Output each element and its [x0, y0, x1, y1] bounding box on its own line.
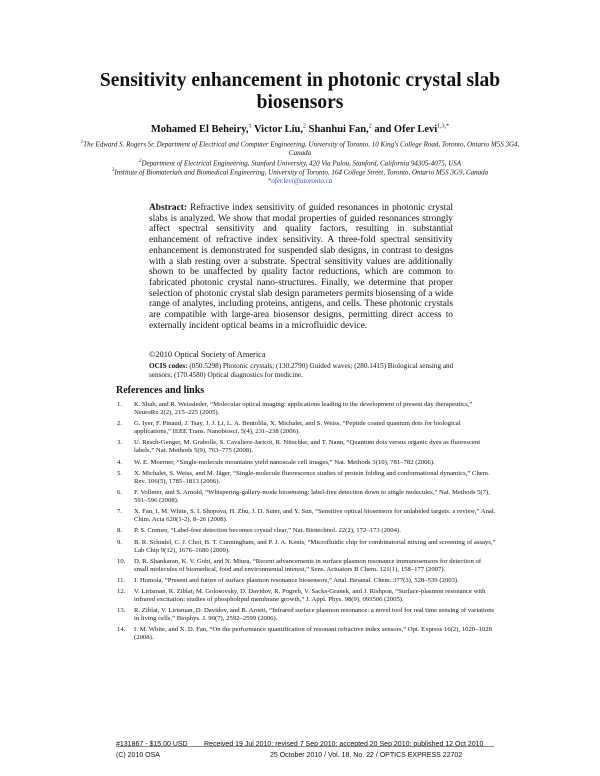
ocis-text: (050.5298) Photonic crystals; (130.2790) Guided waves; (280.1415) Biological sensing and sensors; (170.4580) Optical diagnostics for medicine. — [149, 362, 454, 379]
author-list — [60, 123, 540, 135]
copyright-notice: ©2010 Optical Society of America — [149, 350, 266, 359]
affiliation: $^3$Institute of Biomaterials and Biomedical Engineering, University of Toronto, 164 College Street, Toronto, Ontario M5S 3G9, Canada — [111, 168, 489, 177]
reference-item: 10. D. R. Shankaran, K. V. Gobi, and N. Miura, “Recent advancements in surface plasmon resonance immunosensors for detection of small molecules of biomedical, food and environmental interest,” Sens. Actuators B Chem. 121(1), 158–177 (2007). — [117, 557, 482, 573]
footer-id-price: #131867 - $15.00 USD — [116, 741, 188, 748]
paper-title: Sensitivity enhancement in photonic crystal slab biosensors — [99, 70, 501, 113]
reference-item: 4. W. E. Moerner, “Single-molecule mountains yield nanoscale cell images,” Nat. Methods 3(10), 781–782 (2006). — [117, 458, 435, 466]
footer-journal: 25 October 2010 / Vol. 18, No. 22 / OPTICS EXPRESS 22702 — [270, 752, 463, 759]
reference-item: 3. U. Resch-Genger, M. Grabolle, S. Cavaliere-Jaricot, R. Nitschke, and T. Nann, “Quantum dots versus organic dyes as fluorescent labels,” Nat. Methods 5(9), 763–775 (2008). — [117, 439, 481, 455]
abstract — [149, 203, 453, 331]
author: Victor Liu,$^2$ — [251, 123, 306, 135]
footer-copyright: (C) 2010 OSA — [116, 752, 160, 759]
reference-list — [117, 401, 497, 646]
reference-item: 1. K. Shah, and R. Weissleder, “Molecular optical imaging: applications leading to the development of present day therapeutics,” NeuroRx 2(2), 215–225 (2005). — [117, 401, 473, 416]
reference-item: 7. X. Fan, I. M. White, S. I. Shopova, H. Zhu, J. D. Suter, and Y. Sun, “Sensitive optical biosensors for unlabeled targets: a review,” Anal. Chim. Acta 620(1-2), 8–26 (2008). — [117, 508, 496, 524]
reference-item: 9. B. R. Schudel, C. J. Choi, B. T. Cunningham, and P. J. A. Kenis, “Microfluidic chip for combinatorial mixing and screening of assays,” Lab Chip 9(12), 1676–1680 (2009). — [117, 538, 496, 554]
reference-item: 11. J. Homola, “Present and future of surface plasmon resonance biosensors,” Anal. Bioanal. Chem. 377(3), 528–539 (2003). — [117, 576, 459, 584]
references-heading: References and links — [116, 385, 205, 396]
affiliation: $^1$The Edward S. Rogers Sr. Department of Electrical and Computer Engineering, University of Toronto, 10 King's College Road, Toronto, Ontario M5S 3G4, Canada — [80, 140, 520, 157]
abstract-text: Refractive index sensitivity of guided resonances in photonic crystal slabs is analyzed. We show that modal properties of guided resonances strongly affect spectral sensitivity and quality factors, resulting in substantial enhancement of refractive index sensitivity. A three-fold spectral sensitivity enhancement is demonstrated for suspended slab designs, in contrast to designs with a slab resting over a substrate. Spectral sensitivity values are additionally shown to be unaffected by quality factor reductions, which are common to fabricated photonic crystal nano-structures. Finally, we determine that proper selection of photonic crystal slab design parameters permits biosensing of a wide range of analytes, including proteins, antigens, and cells. These photonic crystals are compatible with large-area biosensor designs, permitting direct access to externally incident optical beams in a microfluidic device. — [149, 203, 454, 331]
reference-item: 5. X. Michalet, S. Weiss, and M. Jäger, “Single-molecule fluorescence studies of protein folding and conformational dynamics,” Chem. Rev. 106(5), 1785–1813 (2006). — [117, 469, 490, 485]
reference-item: 13. R. Ziblat, V. Lirtsman, D. Davidov, and B. Aroeti, “Infrared surface plasmon resonance: a novel tool for real time sensing of variations in living cells,” Biophys. J. 90(7), 2592–2599 (2006). — [117, 607, 495, 623]
author: Shanhui Fan,$^2$ — [305, 123, 372, 135]
footer-dates: Received 19 Jul 2010; revised 7 Sep 2010; accepted 20 Sep 2010; published 12 Oct 2010 — [204, 741, 484, 748]
affiliation: $^2$Department of Electrical Engineering, Stanford University, 420 Via Palou, Stanford, California 94305-4075, USA — [138, 158, 462, 167]
affiliations — [70, 139, 530, 186]
reference-item: 2. G. Iyer, F. Pinaud, J. Tsay, J. J. Li, L. A. Bentolila, X. Michalet, and S. Weiss, “Peptide coated quantum dots for biological applications,” IEEE Trans. Nanobiosci. 5(4), 231–238 (2006). — [117, 420, 461, 436]
reference-item: 14. I. M. White, and X. D. Fan, “On the performance quantification of resonant refractive index sensors,” Opt. Express 16(2), 1020–1028 (2008). — [117, 626, 492, 642]
author: Mohamed El Beheiry,$^1$ — [150, 123, 252, 135]
footer-divider — [116, 746, 494, 747]
abstract-label: Abstract: — [149, 203, 188, 213]
ocis-label: OCIS codes: — [149, 362, 188, 370]
ocis-codes — [149, 362, 469, 380]
reference-item: 6. F. Vollmer, and S. Arnold, “Whispering-gallery-mode biosensing: label-free detection down to single molecules,” Nat. Methods 5(7), 591–596 (2008). — [117, 488, 490, 504]
reference-item: 12. V. Lirtsman, R. Ziblat, M. Golosovsky, D. Davidov, R. Pogreb, V. Sacks-Granek, and J. Rishpon, “Surface-plasmon resonance with infrared excitation: studies of phospholipid membrane growth,” J. Appl. Phys. 98(9), 093506 (2005). — [117, 588, 486, 604]
corresponding-email[interactable]: *ofer.levi@utoronto.ca — [267, 177, 333, 186]
author: and Ofer Levi$^{1,3,*}$ — [371, 123, 450, 135]
reference-item: 8. P. S. Cremer, “Label-free detection becomes crystal clear,” Nat. Biotechnol. 22(2), 172–173 (2004). — [117, 527, 401, 535]
